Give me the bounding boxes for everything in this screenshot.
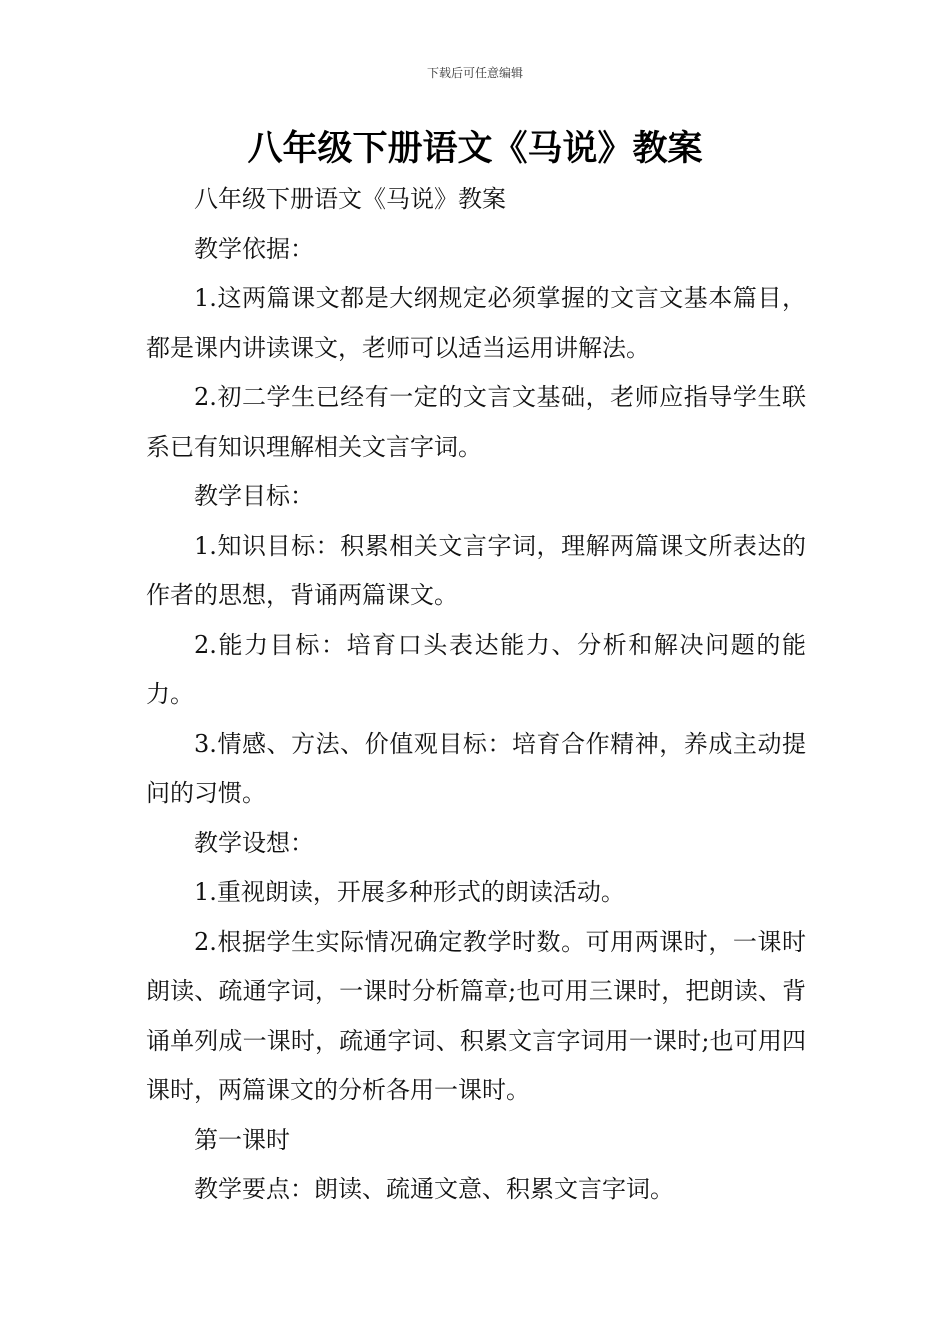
paragraph: 1.重视朗读，开展多种形式的朗读活动。 xyxy=(194,878,625,906)
paragraph-subtitle: 八年级下册语文《马说》教案 xyxy=(194,185,506,213)
paragraph: 2.根据学生实际情况确定教学时数。可用两课时，一课时朗读、疏通字词，一课时分析篇章;也可用三课时，把朗读、背诵单列成一课时，疏通字词、积累文言字词用一课时;也可用四课时，两篇课文的分析各用一课时。 xyxy=(146,927,806,1104)
paragraph: 2.初二学生已经有一定的文言文基础，老师应指导学生联系已有知识理解相关文言字词。 xyxy=(146,383,806,461)
paragraph: 1.知识目标：积累相关文言字词，理解两篇课文所表达的作者的思想，背诵两篇课文。 xyxy=(146,531,806,609)
paragraph-heading-basis: 教学依据： xyxy=(194,234,314,263)
paragraph-heading-ideas: 教学设想： xyxy=(194,828,314,857)
paragraph: 3.情感、方法、价值观目标：培育合作精神，养成主动提问的习惯。 xyxy=(146,729,806,807)
paragraph: 1.这两篇课文都是大纲规定必须掌握的文言文基本篇目，都是课内讲读课文，老师可以适当运用讲解法。 xyxy=(146,284,806,362)
paragraph-heading-goals: 教学目标： xyxy=(194,482,314,510)
paragraph: 教学要点：朗读、疏通文意、积累文言字词。 xyxy=(194,1175,674,1203)
page-header: 下载后可任意编辑 xyxy=(426,66,523,80)
paragraph: 2.能力目标：培育口头表达能力、分析和解决问题的能力。 xyxy=(146,630,806,708)
document-title: 八年级下册语文《马说》教案 xyxy=(247,129,703,169)
document-body xyxy=(146,175,806,1215)
paragraph-heading-lesson: 第一课时 xyxy=(194,1125,290,1154)
